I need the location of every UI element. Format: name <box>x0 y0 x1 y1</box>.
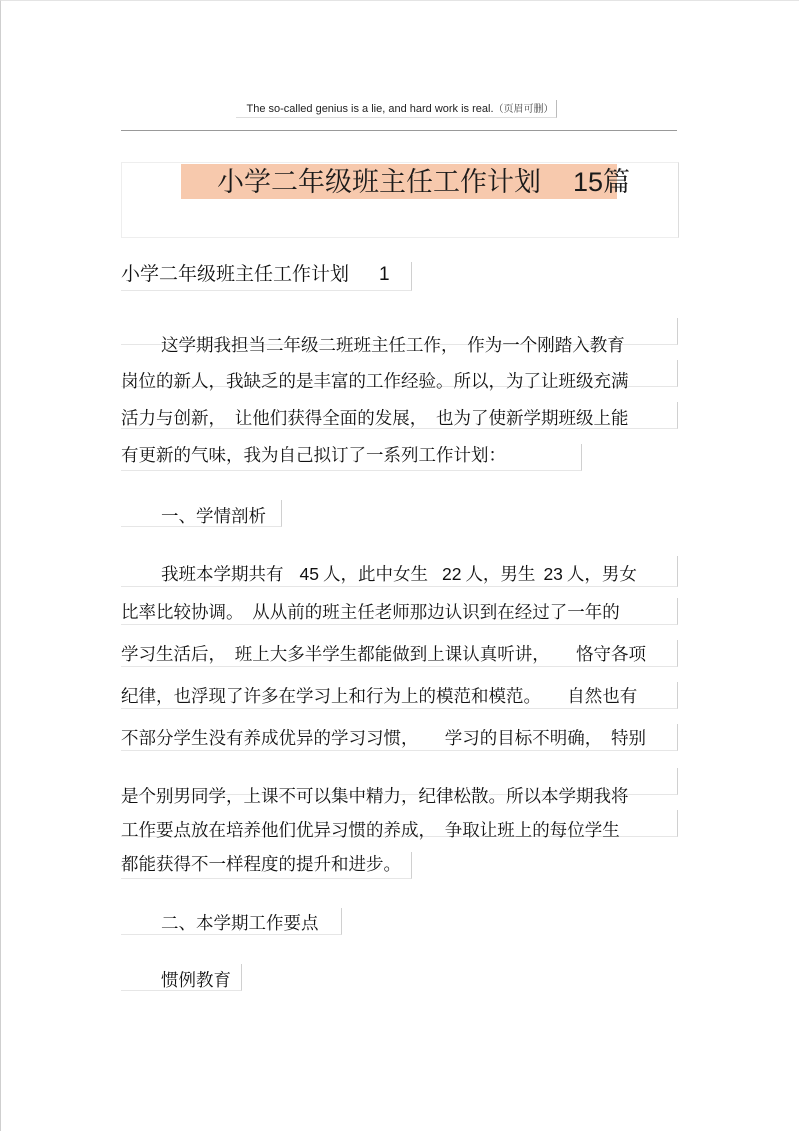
document-title <box>181 163 661 201</box>
paragraph-line: 工作要点放在培养他们优异习惯的养成， 争取让班上的每位学生 <box>121 821 620 841</box>
title-unit: 篇 <box>603 167 631 198</box>
paragraph-line: 这学期我担当二年级二班班主任工作， 作为一个刚踏入教育 <box>161 336 625 356</box>
stats-total: 45 <box>299 564 319 584</box>
paragraph-line: 是个别男同学，上课不可以集中精力，纪律松散。所以本学期我将 <box>121 787 629 807</box>
header-note: （页眉可删） <box>493 104 554 115</box>
page-header <box>0 100 800 115</box>
section-heading-3: 惯例教育 <box>161 971 231 991</box>
paragraph-line: 有更新的气味，我为自己拟订了一系列工作计划： <box>121 446 506 466</box>
stats-girls: 22 <box>441 564 462 584</box>
subtitle-number: 1 <box>379 264 390 285</box>
stats-text: 我班本学期共有 <box>161 565 284 585</box>
section-subtitle <box>121 262 390 287</box>
paragraph-line-stats <box>161 562 637 587</box>
paragraph-line: 不部分学生没有养成优异的学习习惯， 学习的目标不明确， 特别 <box>121 729 646 749</box>
paragraph-line: 活力与创新， 让他们获得全面的发展， 也为了使新学期班级上能 <box>121 409 629 429</box>
paragraph-line: 纪律，也浮现了许多在学习上和行为上的模范和模范。 自然也有 <box>121 687 638 707</box>
paragraph-line: 都能获得不一样程度的提升和进步。 <box>121 855 401 875</box>
stats-text: 人，男女 <box>566 565 637 585</box>
section-heading-2: 二、本学期工作要点 <box>161 914 319 934</box>
stats-boys: 23 <box>543 564 563 584</box>
title-count: 15 <box>573 167 604 197</box>
section-heading-1: 一、学情剖析 <box>161 507 266 527</box>
title-text: 小学二年级班主任工作计划 <box>217 167 541 198</box>
header-motto: The so-called genius is a lie, and hard work is real. <box>246 103 494 115</box>
paragraph-line: 比率比较协调。 从从前的班主任老师那边认识到在经过了一年的 <box>121 603 620 623</box>
stats-text: 人，此中女生 <box>322 565 428 585</box>
subtitle-text: 小学二年级班主任工作计划 <box>121 263 350 285</box>
paragraph-line: 岗位的新人，我缺乏的是丰富的工作经验。所以，为了让班级充满 <box>121 372 629 392</box>
header-rule <box>121 130 677 131</box>
paragraph-line: 学习生活后， 班上大多半学生都能做到上课认真听讲， 恪守各项 <box>121 645 646 665</box>
stats-text: 人，男生 <box>465 565 536 585</box>
